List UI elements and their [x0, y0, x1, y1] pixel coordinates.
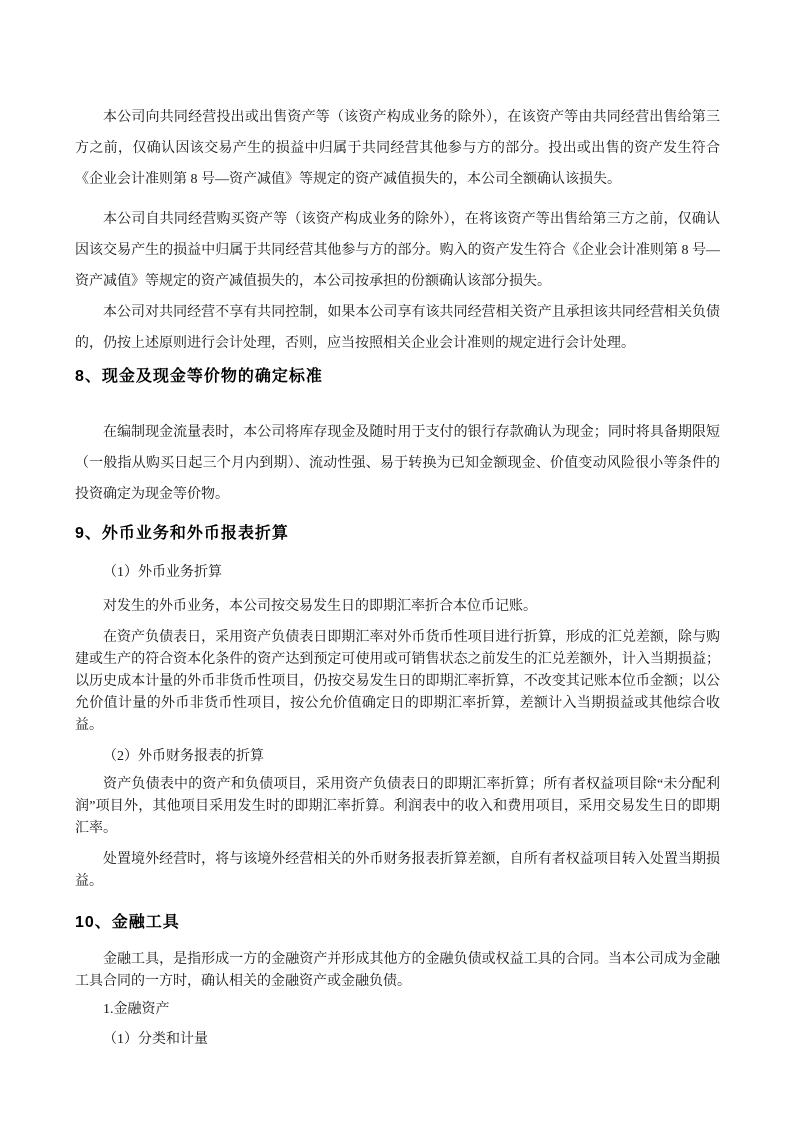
subheading-foreign-currency-transactions: （1）外币业务折算: [103, 565, 222, 580]
paragraph-financial-instruments-definition: 金融工具，是指形成一方的金融资产并形成其他方的金融负债或权益工具的合同。当本公司成为金融工具合同的一方时，确认相关的金融资产或金融负债。: [75, 952, 720, 989]
paragraph-joint-operation-purchase: 本公司自共同经营购买资产等（该资产构成业务的除外），在将该资产等出售给第三方之前，仅确认因该交易产生的损益中归属于共同经营其他参与方的部分。购入的资产发生符合《企业会计准则第 8 号—资产减值》等规定的资产减值损失的，本公司按承担的份额确认该部分损失。: [75, 212, 720, 289]
paragraph-foreign-currency-bookkeeping: 对发生的外币业务，本公司按交易发生日的即期汇率折合本位币记账。: [103, 599, 537, 614]
subheading-foreign-currency-statements: （2）外币财务报表的折算: [103, 749, 264, 764]
paragraph-joint-operation-contribution: 本公司向共同经营投出或出售资产等（该资产构成业务的除外），在该资产等由共同经营出售给第三方之前，仅确认因该交易产生的损益中归属于共同经营其他参与方的部分。投出或出售的资产发生符合《企业会计准则第 8 号—资产减值》等规定的资产减值损失的，本公司全额确认该损失。: [75, 110, 720, 187]
paragraph-balance-sheet-date-translation: 在资产负债表日，采用资产负债表日即期汇率对外币货币性项目进行折算，形成的汇兑差额，除与购建或生产的符合资本化条件的资产达到预定可使用或可销售状态之前发生的汇兑差额外，计入当期损益；以历史成本计量的外币非货币性项目，仍按交易发生日的即期汇率折算，不改变其记账本位币金额；以公允价值计量的外币非货币性项目，按公允价值确定日的即期汇率折算，差额计入当期损益或其他综合收益。: [75, 630, 720, 733]
paragraph-statement-translation: 资产负债表中的资产和负债项目，采用资产负债表日的即期汇率折算；所有者权益项目除“未分配利润”项目外，其他项目采用发生时的即期汇率折算。利润表中的收入和费用项目，采用交易发生日的即期汇率。: [75, 777, 720, 836]
section-10-heading: 10、金融工具: [75, 914, 180, 931]
section-9-heading: 9、外币业务和外币报表折算: [75, 525, 289, 542]
subheading-financial-assets: 1.金融资产: [103, 1002, 170, 1017]
paragraph-overseas-disposal: 处置境外经营时，将与该境外经营相关的外币财务报表折算差额，自所有者权益项目转入处置当期损益。: [75, 852, 720, 889]
section-8-heading: 8、现金及现金等价物的确定标准: [75, 368, 323, 385]
paragraph-cash-equivalents-criteria: 在编制现金流量表时，本公司将库存现金及随时用于支付的银行存款确认为现金；同时将具备期限短（一般指从购买日起三个月内到期）、流动性强、易于转换为已知金额现金、价值变动风险很小等条件的投资确定为现金等价物。: [75, 425, 720, 502]
subheading-classification-measurement: （1）分类和计量: [103, 1032, 208, 1047]
paragraph-joint-operation-no-joint-control: 本公司对共同经营不享有共同控制，如果本公司享有该共同经营相关资产且承担该共同经营相关负债的，仍按上述原则进行会计处理，否则，应当按照相关企业会计准则的规定进行会计处理。: [75, 305, 720, 351]
